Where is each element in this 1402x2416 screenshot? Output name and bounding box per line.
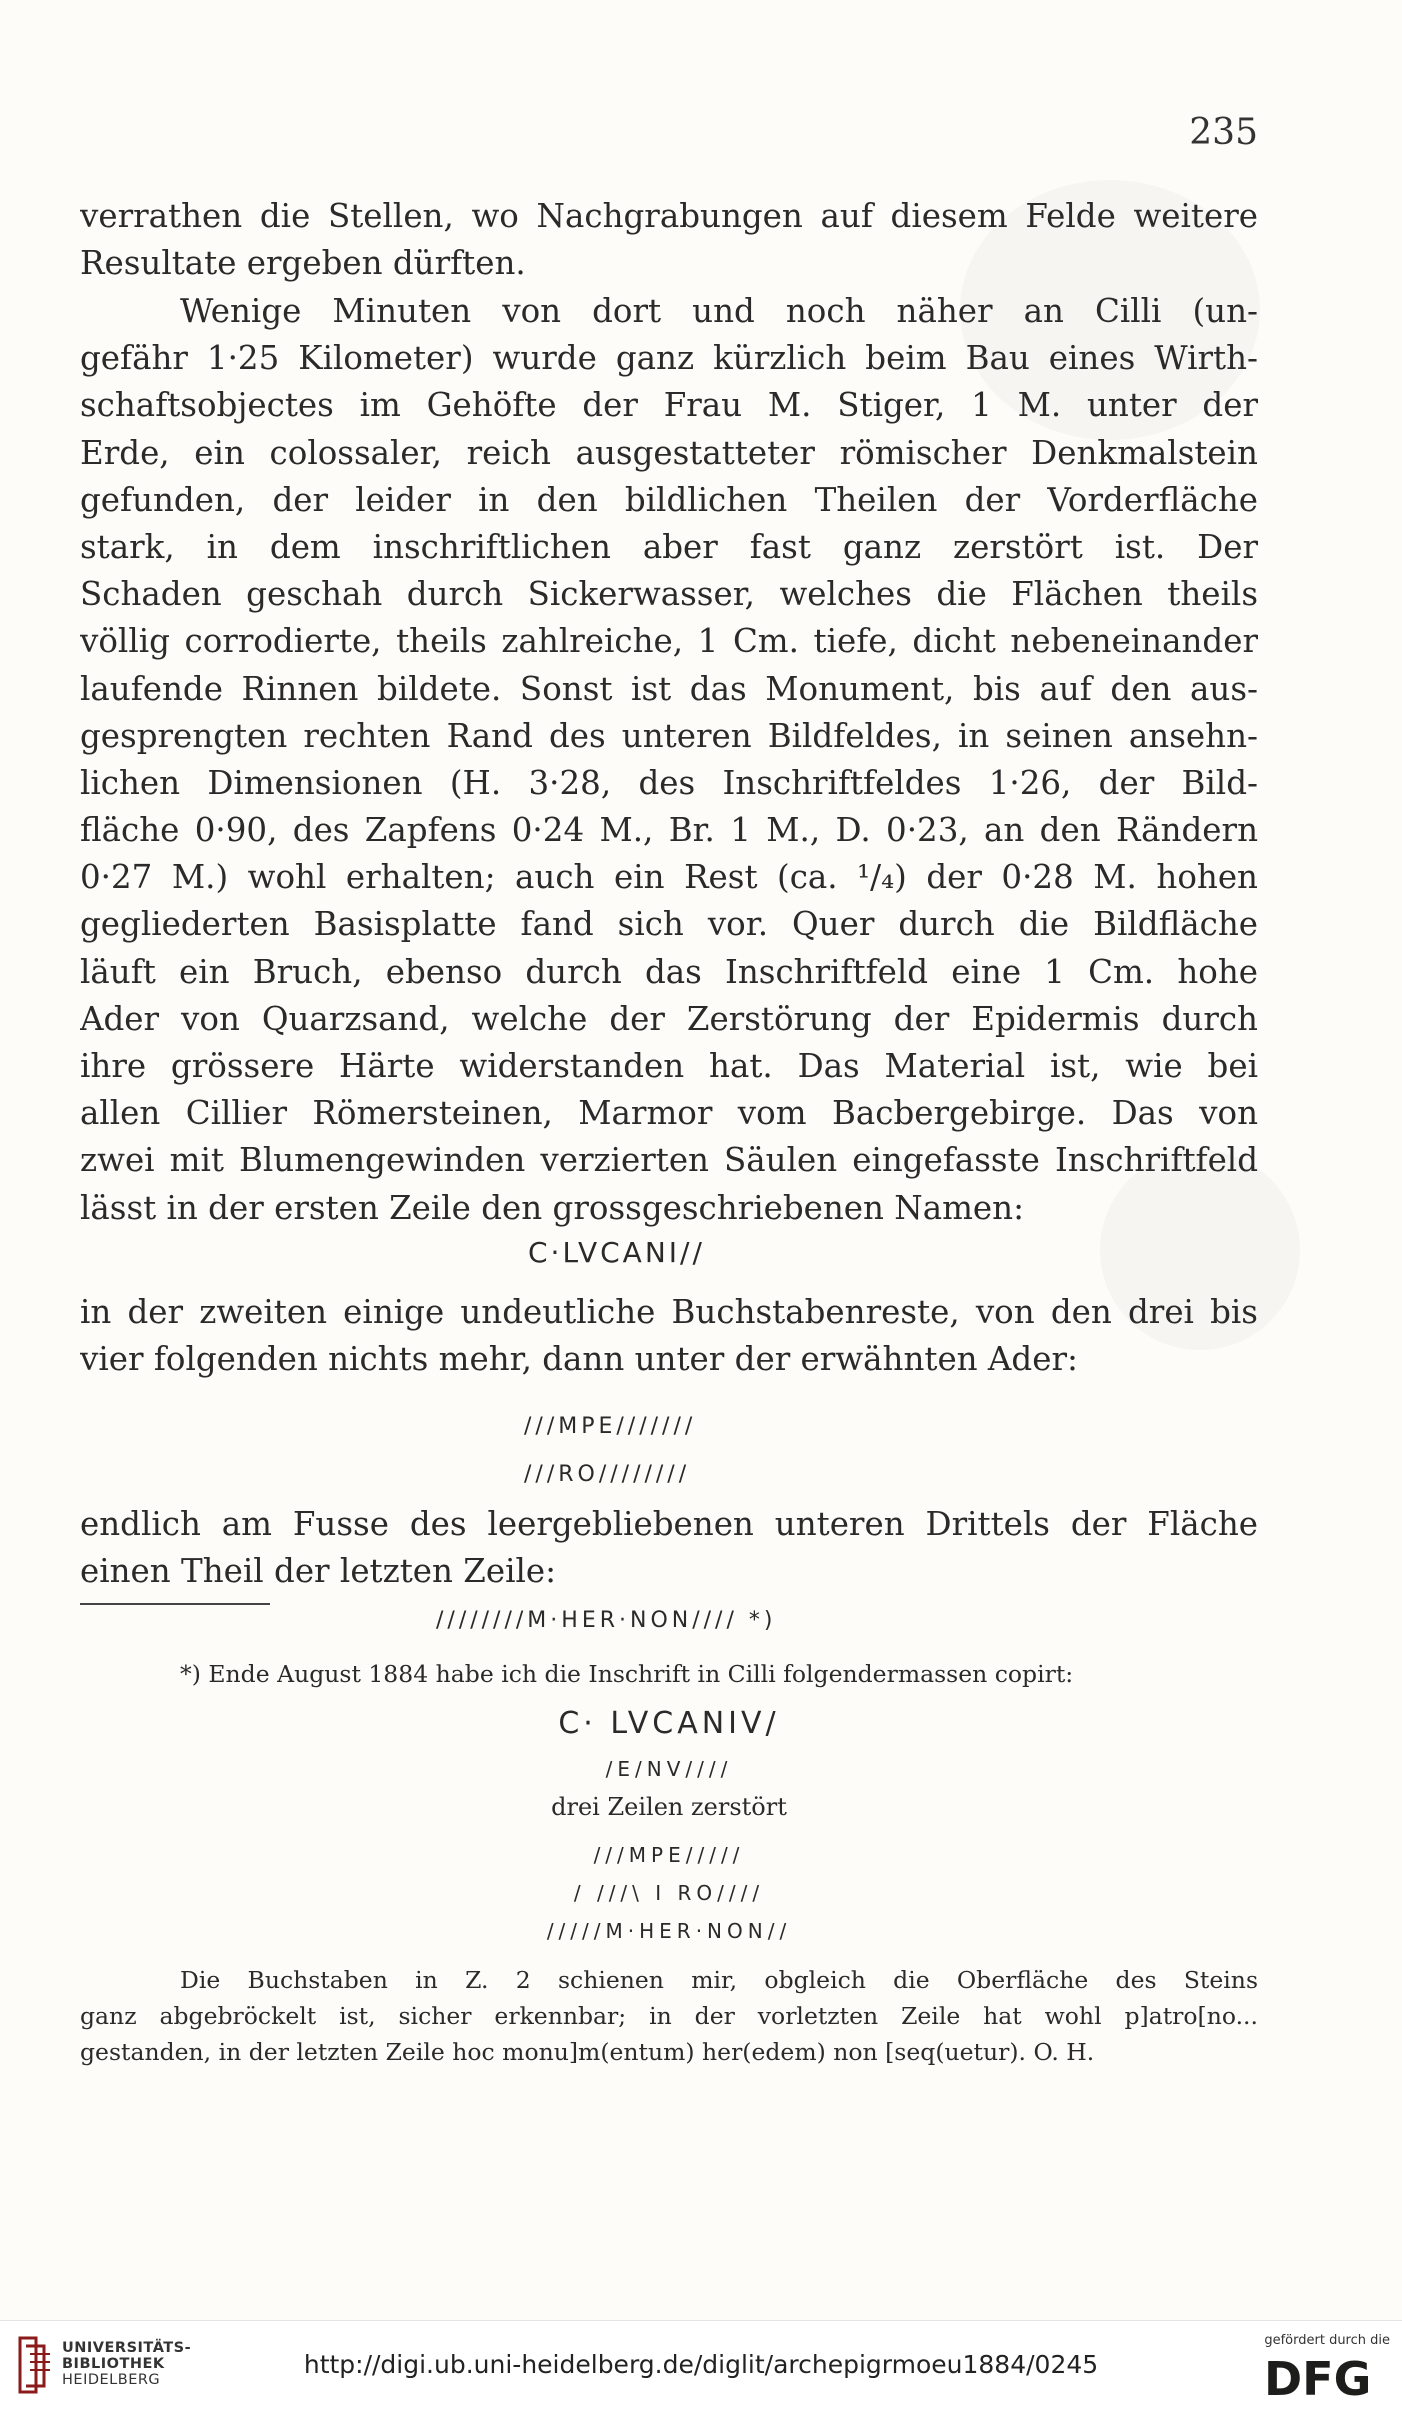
funded-label: gefördert durch die	[1264, 2333, 1390, 2348]
paragraph-last-line	[80, 1501, 1258, 1595]
paragraph-intro	[80, 193, 1258, 287]
text-line: 0·27 M.) wohl erhalten; auch ein Rest (ca. ¹/₄) der 0·28 M. hohen	[80, 858, 1258, 897]
digital-url-link[interactable]: http://digi.ub.uni-heidelberg.de/diglit/archepigrmoeu1884/0245	[303, 2350, 1099, 2379]
text-line: fläche 0·90, des Zapfens 0·24 M., Br. 1 M., D. 0·23, an den Rändern	[80, 811, 1258, 850]
inscription-line-3: ///RO////////	[524, 1462, 691, 1487]
footnote-copy-line: drei Zeilen zerstört	[551, 1793, 787, 1821]
text-line: völlig corrodierte, theils zahlreiche, 1 Cm. tiefe, dicht nebeneinander	[80, 622, 1258, 661]
text-line: läuft ein Bruch, ebenso durch das Inschriftfeld eine 1 Cm. hohe	[80, 952, 1258, 991]
page-number: 235	[1189, 112, 1258, 153]
text-line: ihre grössere Härte widerstanden hat. Das Material ist, wie bei	[80, 1047, 1258, 1085]
footnote-copy-line: ///MPE/////	[593, 1843, 745, 1867]
text-line: in der zweiten einige undeutliche Buchstabenreste, von den drei bis	[80, 1293, 1258, 1331]
text-line: vier folgenden nichts mehr, dann unter der erwähnten Ader:	[80, 1340, 1078, 1379]
text-line: Ader von Quarzsand, welche der Zerstörung der Epidermis durch	[80, 999, 1258, 1038]
text-line: zwei mit Blumengewinden verzierten Säulen eingefasste Inschriftfeld	[80, 1141, 1258, 1180]
text-line: allen Cillier Römersteinen, Marmor vom Bacbergebirge. Das von	[80, 1094, 1258, 1133]
text-line: lässt in der ersten Zeile den grossgeschriebenen Namen:	[80, 1188, 1025, 1227]
text-line: Resultate ergeben dürften.	[80, 244, 526, 283]
text-line: Wenige Minuten von dort und noch näher an Cilli (un-	[180, 292, 1258, 330]
text-line: einen Theil der letzten Zeile:	[80, 1552, 557, 1591]
text-line: lichen Dimensionen (H. 3·28, des Inschriftfeldes 1·26, der Bild-	[80, 763, 1258, 802]
text-line: gegliederten Basisplatte fand sich vor. Quer durch die Bildfläche	[80, 905, 1258, 944]
text-line: gefunden, der leider in den bildlichen Theilen der Vorderfläche	[80, 480, 1258, 519]
dfg-logo	[1264, 2353, 1390, 2401]
text-line: gesprengten rechten Rand des unteren Bildfeldes, in seinen ansehn-	[80, 716, 1258, 755]
paragraph-second-line	[80, 1289, 1258, 1383]
footnote-line: Die Buchstaben in Z. 2 schienen mir, obgleich die Oberfläche des Steins	[180, 1966, 1258, 1994]
institution-line: BIBLIOTHEK	[62, 2356, 165, 2372]
footnote-copy-line: / ///\ I RO////	[573, 1881, 765, 1905]
text-line: laufende Rinnen bildete. Sonst ist das Monument, bis auf den aus-	[80, 669, 1258, 708]
text-line: Erde, ein colossaler, reich ausgestatteter römischer Denkmalstein	[80, 433, 1258, 472]
footnote-intro	[80, 1656, 1258, 1692]
footnote-separator	[80, 1603, 270, 1605]
institution-line: HEIDELBERG	[62, 2372, 161, 2388]
footnote-copy-line: /E/NV////	[605, 1757, 733, 1781]
dfg-logo-text: DFG	[1264, 2353, 1372, 2401]
text-line: stark, in dem inschriftlichen aber fast ganz zerstört ist. Der	[80, 527, 1258, 566]
inscription-line-4: ////////M·HER·NON//// *)	[436, 1608, 777, 1633]
text-line: schaftsobjectes im Gehöfte der Frau M. Stiger, 1 M. unter der	[80, 386, 1258, 425]
footnote-copy-line: /////M·HER·NON//	[546, 1919, 792, 1943]
footnote-copy-line: C· LVCANIV/	[558, 1706, 780, 1741]
text-line: verrathen die Stellen, wo Nachgrabungen auf diesem Felde weitere	[80, 197, 1258, 235]
institution-line: UNIVERSITÄTS-	[62, 2340, 192, 2356]
footnote-line: *) Ende August 1884 habe ich die Inschrift in Cilli folgendermassen copirt:	[180, 1660, 1074, 1688]
text-line: gefähr 1·25 Kilometer) wurde ganz kürzlich beim Bau eines Wirth-	[80, 339, 1258, 378]
footnote-line: ganz abgebröckelt ist, sicher erkennbar; in der vorletzten Zeile hat wohl p]atro[no...	[80, 2002, 1258, 2030]
text-line: endlich am Fusse des leergebliebenen unteren Drittels der Fläche	[80, 1505, 1258, 1543]
footnote-commentary	[80, 1962, 1258, 2070]
inscription-line-1: C·LVCANI//	[528, 1236, 705, 1269]
paragraph-monument	[80, 288, 1258, 1232]
text-line: Schaden geschah durch Sickerwasser, welches die Flächen theils	[80, 575, 1258, 614]
inscription-line-2: ///MPE///////	[524, 1414, 697, 1439]
footnote-line: gestanden, in der letzten Zeile hoc monu]m(entum) her(edem) non [seq(uetur). O. H.	[80, 2038, 1095, 2066]
